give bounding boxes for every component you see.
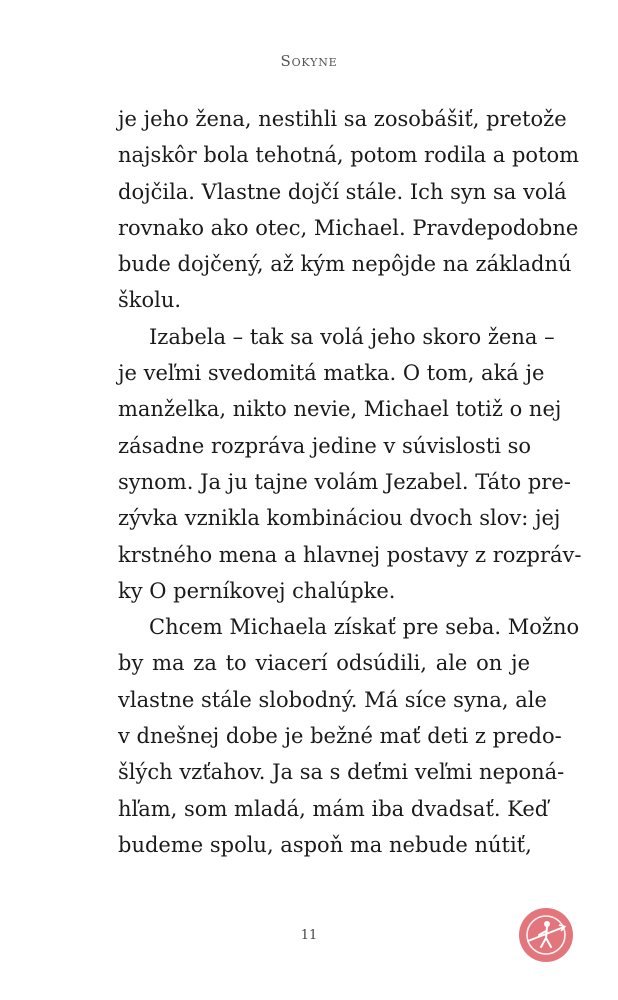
text-line: synom. Ja ju tajne volám Jezabel. Táto pre- (118, 469, 571, 494)
text-line: by ma za to viacerí odsúdili, ale on je (118, 651, 530, 676)
text-line: Izabela – tak sa volá jeho skoro žena – (149, 324, 555, 349)
body-text (118, 101, 582, 863)
publisher-logo (519, 908, 573, 962)
text-line: dojčila. Vlastne dojčí stále. Ich syn sa volá (118, 179, 567, 204)
running-head: Sokyne (280, 52, 338, 70)
text-line: Chcem Michaela získať pre seba. Možno (149, 615, 580, 640)
text-line: je jeho žena, nestihli sa zosobášiť, pretože (118, 107, 567, 131)
text-line: školu. (118, 288, 182, 313)
text-line: krstného mena a hlavnej postavy z rozpráv- (118, 542, 582, 567)
text-line: manželka, nikto nevie, Michael totiž o nej (118, 397, 562, 422)
text-line: zývka vznikla kombináciou dvoch slov: jej (118, 506, 561, 531)
text-line: hľam, som mladá, mám iba dvadsať. Keď (118, 796, 549, 821)
text-line: šlých vzťahov. Ja sa s deťmi veľmi neponá- (118, 760, 565, 785)
page-number: 11 (300, 928, 318, 943)
archer-icon (519, 908, 573, 962)
text-line: je veľmi svedomitá matka. O tom, aká je (118, 361, 545, 386)
text-line: ky O perníkovej chalúpke. (118, 578, 396, 603)
text-line: v dnešnej dobe je bežné mať deti z predo- (118, 724, 562, 749)
text-line: rovnako ako otec, Michael. Pravdepodobne (118, 215, 579, 240)
text-line: budeme spolu, aspoň ma nebude nútiť, (118, 832, 532, 857)
text-line: zásadne rozpráva jedine v súvislosti so (118, 433, 532, 458)
text-line: najskôr bola tehotná, potom rodila a potom (118, 143, 580, 168)
text-line: bude dojčený, až kým nepôjde na základnú (118, 252, 572, 277)
text-line: vlastne stále slobodný. Má síce syna, ale (118, 687, 547, 712)
